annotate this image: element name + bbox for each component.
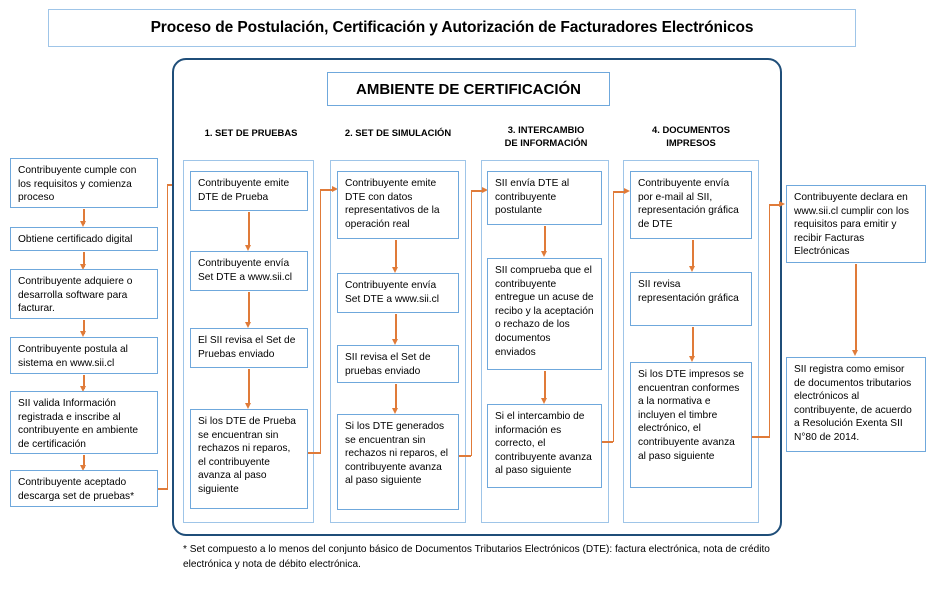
connector-col3-to-col4-h1 [602, 441, 613, 443]
left-step-5 [10, 391, 158, 454]
col1-step-2 [190, 251, 308, 291]
connector-col4-to-right-v [769, 204, 771, 437]
connector-col3-to-col4-v [613, 191, 615, 442]
page-title [48, 9, 856, 47]
col2-step-3 [337, 345, 459, 383]
left-step-6 [10, 470, 158, 507]
col3-step-2-text: SII comprueba que el contribuyente entregue un acuse de recibo y la aceptación o rechazo de los documentos enviados [495, 265, 594, 358]
col4-step-3 [630, 362, 752, 488]
col3-step-2 [487, 258, 602, 370]
column-1-heading [186, 126, 316, 139]
column-1-heading-text: 1. SET DE PRUEBAS [204, 127, 298, 138]
connector-col1-to-col2-v [320, 189, 322, 453]
col1-step-2-text: Contribuyente envía Set DTE a www.sii.cl [198, 258, 292, 283]
col1-step-3 [190, 328, 308, 368]
col1-step-4 [190, 409, 308, 509]
right-step-1-text: Contribuyente declara en www.sii.cl cumplir con los requisitos para emitir y recibir Facturas Electrónicas [794, 192, 909, 258]
column-4-heading-line1: 4. DOCUMENTOS [652, 124, 730, 135]
col3-arrow-1-line [544, 226, 546, 253]
left-step-2-text: Obtiene certificado digital [18, 234, 133, 245]
col3-step-1 [487, 171, 602, 225]
col1-step-1-text: Contribuyente emite DTE de Prueba [198, 178, 290, 203]
connector-col4-to-right-head [779, 201, 785, 207]
left-step-1-text: Contribuyente cumple con los requisitos y comienza proceso [18, 165, 137, 204]
col4-arrow-1-line [692, 240, 694, 268]
col2-step-2 [337, 273, 459, 313]
col3-step-1-text: SII envía DTE al contribuyente postulante [495, 178, 570, 217]
col4-arrow-2-line [692, 327, 694, 358]
connector-col4-to-right-h1 [752, 436, 770, 438]
col2-step-4 [337, 414, 459, 510]
col1-arrow-1-line [248, 212, 250, 247]
connector-left-to-col1-v [167, 184, 169, 489]
right-arrow-1-head [852, 350, 858, 356]
col2-step-2-text: Contribuyente envía Set DTE a www.sii.cl [345, 280, 439, 305]
column-2-heading [330, 126, 466, 139]
col1-arrow-2-line [248, 292, 250, 324]
column-4-heading-line2: IMPRESOS [666, 137, 716, 148]
left-step-3-text: Contribuyente adquiere o desarrolla software para facturar. [18, 276, 133, 315]
right-step-2-text: SII registra como emisor de documentos tributarios electrónicos al contribuyente, de acuerdo a Resolución Exenta SII N°80 de 2014. [794, 364, 912, 443]
column-4-heading [623, 123, 759, 149]
col1-arrow-3-line [248, 369, 250, 405]
col2-arrow-2-line [395, 314, 397, 341]
left-step-1 [10, 158, 158, 208]
col2-arrow-3-line [395, 384, 397, 410]
col2-arrow-1-line [395, 240, 397, 269]
col3-arrow-1-head [541, 251, 547, 257]
column-2-heading-text: 2. SET DE SIMULACIÓN [344, 127, 452, 138]
page-title-text: Proceso de Postulación, Certificación y Autorización de Facturadores Electrónicos [150, 19, 754, 36]
col4-step-1 [630, 171, 752, 239]
column-3-heading [481, 123, 611, 149]
col4-step-3-text: Si los DTE impresos se encuentran conformes a la normativa e incluyen el timbre electrónico, el contribuyente avanza al paso siguiente [638, 369, 744, 462]
col3-step-3-text: Si el intercambio de información es correcto, el contribuyente avanza al paso siguiente [495, 411, 592, 477]
footnote [183, 543, 803, 572]
left-step-4-text: Contribuyente postula al sistema en www.sii.cl [18, 344, 128, 369]
footnote-text: * Set compuesto a lo menos del conjunto básico de Documentos Tributarios Electrónicos (DTE): factura electrónica, nota de crédito electrónica y nota de débito electrónica. [183, 544, 770, 570]
col1-step-1 [190, 171, 308, 211]
column-3-heading-line1: 3. INTERCAMBIO [507, 124, 585, 135]
col1-step-4-text: Si los DTE de Prueba se encuentran sin rechazos ni reparos, el contribuyente avanza al paso siguiente [198, 416, 296, 495]
certification-environment-header [327, 72, 610, 106]
col2-step-4-text: Si los DTE generados se encuentran sin rechazos ni reparos, el contribuyente avanza al paso siguiente [345, 421, 449, 487]
left-step-4 [10, 337, 158, 374]
col3-step-3 [487, 404, 602, 488]
connector-col2-to-col3-h1 [459, 455, 471, 457]
right-step-2 [786, 357, 926, 452]
right-arrow-1-line [855, 264, 857, 352]
col1-step-3-text: El SII revisa el Set de Pruebas enviado [198, 335, 296, 360]
left-step-6-text: Contribuyente aceptado descarga set de pruebas* [18, 477, 135, 502]
certification-environment-header-text: AMBIENTE DE CERTIFICACIÓN [356, 80, 581, 98]
col4-step-1-text: Contribuyente envía por e-mail al SII, representación gráfica de DTE [638, 178, 739, 230]
right-step-1 [786, 185, 926, 263]
connector-col2-to-col3-v [471, 190, 473, 456]
column-3-heading-line2: DE INFORMACIÓN [504, 137, 588, 148]
col4-step-2 [630, 272, 752, 326]
col4-step-2-text: SII revisa representación gráfica [638, 279, 739, 304]
col2-step-3-text: SII revisa el Set de pruebas enviado [345, 352, 431, 377]
col2-step-1 [337, 171, 459, 239]
left-step-3 [10, 269, 158, 319]
col2-step-1-text: Contribuyente emite DTE con datos representativos de la operación real [345, 178, 440, 230]
left-step-2 [10, 227, 158, 251]
col3-arrow-2-line [544, 371, 546, 400]
left-step-5-text: SII valida Información registrada e inscribe al contribuyente en ambiente de certificación [18, 398, 139, 450]
